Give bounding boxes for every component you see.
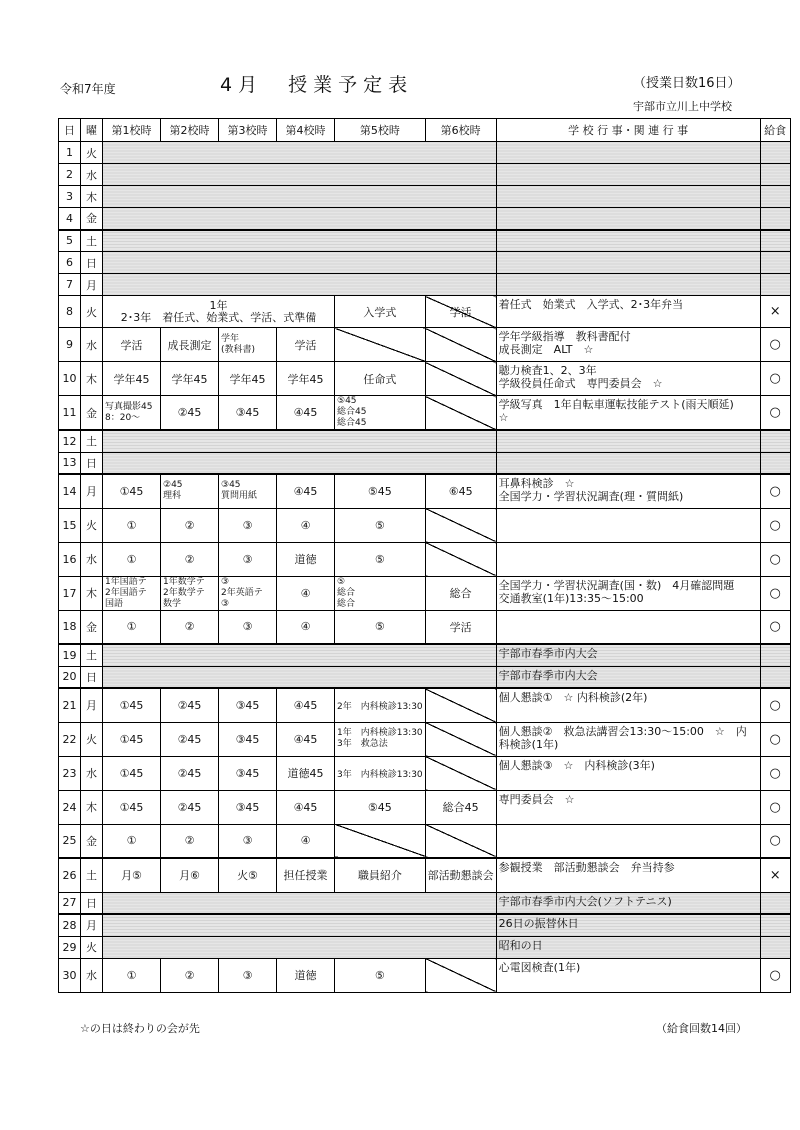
day-row-11	[59, 396, 791, 431]
closed-periods	[103, 186, 497, 208]
weekday: 水	[81, 328, 103, 362]
period-1: ①45	[103, 474, 161, 508]
event-cell: 参観授業 部活動懇談会 弁当持参	[496, 858, 760, 892]
lunch-cell	[760, 186, 790, 208]
day-number: 29	[59, 936, 81, 958]
period-1: ①45	[103, 790, 161, 824]
period-5: 3年 内科検診13:30	[335, 756, 426, 790]
period-1: ①	[103, 958, 161, 992]
closed-periods	[103, 142, 497, 164]
lunch-cell	[760, 252, 790, 274]
day-number: 27	[59, 892, 81, 914]
event-cell	[496, 508, 760, 542]
day-number: 2	[59, 164, 81, 186]
day-row-6	[59, 252, 791, 274]
period-2: ②	[161, 610, 219, 644]
lunch-cell	[760, 230, 790, 252]
day-number: 24	[59, 790, 81, 824]
event-cell: 宇部市春季市内大会	[496, 644, 760, 666]
day-row-22	[59, 722, 791, 756]
day-row-3	[59, 186, 791, 208]
day-number: 1	[59, 142, 81, 164]
event-cell: 心電図検査(1年)	[496, 958, 760, 992]
event-cell: 聴力検査1、2、3年 学級役員任命式 専門委員会 ☆	[496, 362, 760, 396]
period-5: ⑤	[335, 542, 426, 576]
day-number: 20	[59, 666, 81, 688]
lunch-cell: ○	[760, 688, 790, 722]
day-row-24	[59, 790, 791, 824]
period-5: ⑤	[335, 610, 426, 644]
day-number: 9	[59, 328, 81, 362]
day-number: 7	[59, 274, 81, 296]
day-number: 8	[59, 296, 81, 328]
event-cell	[496, 610, 760, 644]
lunch-cell: ○	[760, 396, 790, 431]
period-5: ⑤45 総合45 総合45	[335, 396, 426, 431]
weekday: 木	[81, 186, 103, 208]
period-6: 部活動懇談会	[425, 858, 496, 892]
event-cell	[496, 252, 760, 274]
lunch-cell	[760, 914, 790, 936]
closed-periods	[103, 274, 497, 296]
period-2: 月⑥	[161, 858, 219, 892]
event-cell: 昭和の日	[496, 936, 760, 958]
period-6-empty	[425, 542, 496, 576]
day-number: 5	[59, 230, 81, 252]
period-3: ③45	[219, 688, 277, 722]
day-number: 28	[59, 914, 81, 936]
period-6-empty	[425, 328, 496, 362]
closed-periods	[103, 430, 497, 452]
closed-periods	[103, 252, 497, 274]
period-3: ③45 質問用紙	[219, 474, 277, 508]
day-row-12	[59, 430, 791, 452]
weekday: 木	[81, 362, 103, 396]
period-6: 学活	[425, 610, 496, 644]
closed-periods	[103, 644, 497, 666]
period-2: ②45	[161, 756, 219, 790]
event-cell: 着任式 始業式 入学式、2･3年弁当	[496, 296, 760, 328]
period-6-empty	[425, 824, 496, 858]
closed-periods	[103, 914, 497, 936]
day-number: 10	[59, 362, 81, 396]
period-3: ③	[219, 958, 277, 992]
period-4: ④45	[277, 688, 335, 722]
day-row-30	[59, 958, 791, 992]
lunch-cell: ○	[760, 508, 790, 542]
period-4: 担任授業	[277, 858, 335, 892]
day-number: 26	[59, 858, 81, 892]
period-1: 写真撮影45 8：20～	[103, 396, 161, 431]
period-2: ②	[161, 958, 219, 992]
day-row-26	[59, 858, 791, 892]
col-period-5: 第5校時	[335, 119, 426, 142]
day-row-7	[59, 274, 791, 296]
period-1: 学活	[103, 328, 161, 362]
day-number: 3	[59, 186, 81, 208]
period-2: 学年45	[161, 362, 219, 396]
event-cell: 26日の振替休日	[496, 914, 760, 936]
lunch-cell: ○	[760, 722, 790, 756]
lunch-cell: ○	[760, 756, 790, 790]
schedule-table	[58, 118, 791, 993]
period-3: ③	[219, 610, 277, 644]
day-number: 6	[59, 252, 81, 274]
lunch-cell: ○	[760, 542, 790, 576]
lunch-cell: ○	[760, 474, 790, 508]
day-row-21	[59, 688, 791, 722]
period-5: ⑤ 総合 総合	[335, 576, 426, 610]
period-4: ④45	[277, 790, 335, 824]
day-row-27	[59, 892, 791, 914]
day-row-2	[59, 164, 791, 186]
period-3: ③	[219, 824, 277, 858]
school-name: 宇部市立川上中学校	[633, 100, 732, 113]
period-1: ①45	[103, 688, 161, 722]
day-number: 17	[59, 576, 81, 610]
event-cell	[496, 142, 760, 164]
lunch-cell	[760, 936, 790, 958]
day-number: 19	[59, 644, 81, 666]
day-row-1	[59, 142, 791, 164]
period-1: ①	[103, 824, 161, 858]
period-4: 道徳	[277, 958, 335, 992]
period-4: ④45	[277, 722, 335, 756]
lunch-cell: ×	[760, 858, 790, 892]
period-4: ④45	[277, 396, 335, 431]
period-3: 火⑤	[219, 858, 277, 892]
period-6: ⑥45	[425, 474, 496, 508]
event-cell: 学年学級指導 教科書配付 成長測定 ALT ☆	[496, 328, 760, 362]
period-6: 総合	[425, 576, 496, 610]
weekday: 水	[81, 542, 103, 576]
event-cell: 耳鼻科検診 ☆ 全国学力・学習状況調査(理・質問紙)	[496, 474, 760, 508]
period-3: ③	[219, 542, 277, 576]
period-2: ②45	[161, 790, 219, 824]
weekday: 月	[81, 688, 103, 722]
period-2: ②	[161, 824, 219, 858]
event-cell: 個人懇談① ☆ 内科検診(2年)	[496, 688, 760, 722]
period-4: ④	[277, 508, 335, 542]
period-5: 2年 内科検診13:30	[335, 688, 426, 722]
day-number: 18	[59, 610, 81, 644]
weekday: 水	[81, 958, 103, 992]
period-3: ③45	[219, 722, 277, 756]
col-lunch: 給食	[760, 119, 790, 142]
period-5: 職員紹介	[335, 858, 426, 892]
class-days: （授業日数16日）	[633, 76, 741, 91]
day-row-8	[59, 296, 791, 328]
period-6: 総合45	[425, 790, 496, 824]
period-6-empty	[425, 688, 496, 722]
weekday: 日	[81, 892, 103, 914]
event-cell	[496, 164, 760, 186]
period-1: ①	[103, 542, 161, 576]
col-period-2: 第2校時	[161, 119, 219, 142]
day-number: 12	[59, 430, 81, 452]
lunch-cell: ○	[760, 362, 790, 396]
header-row	[59, 119, 791, 142]
day-row-19	[59, 644, 791, 666]
day-row-4	[59, 208, 791, 230]
day-row-16	[59, 542, 791, 576]
event-cell: 学級写真 1年自転車運転技能テスト(雨天順延) ☆	[496, 396, 760, 431]
day-number: 14	[59, 474, 81, 508]
period-2: ②45	[161, 396, 219, 431]
period-1: ①	[103, 610, 161, 644]
weekday: 木	[81, 576, 103, 610]
period-5-empty	[335, 824, 426, 858]
closed-periods	[103, 452, 497, 474]
day-number: 4	[59, 208, 81, 230]
period-3: ③	[219, 508, 277, 542]
weekday: 土	[81, 858, 103, 892]
period-4: ④	[277, 610, 335, 644]
weekday: 土	[81, 644, 103, 666]
period-2: ②	[161, 508, 219, 542]
period-6-empty	[425, 958, 496, 992]
lunch-cell	[760, 452, 790, 474]
weekday: 火	[81, 142, 103, 164]
lunch-cell: ○	[760, 328, 790, 362]
period-5: 入学式	[335, 296, 426, 328]
lunch-cell: ○	[760, 824, 790, 858]
event-cell: 専門委員会 ☆	[496, 790, 760, 824]
period-5-empty	[335, 328, 426, 362]
day-row-28	[59, 914, 791, 936]
day-row-23	[59, 756, 791, 790]
day-row-25	[59, 824, 791, 858]
period-5: ⑤45	[335, 474, 426, 508]
event-cell	[496, 452, 760, 474]
day-number: 25	[59, 824, 81, 858]
period-3: 学年45	[219, 362, 277, 396]
period-3: ③45	[219, 756, 277, 790]
day-number: 21	[59, 688, 81, 722]
day-row-15	[59, 508, 791, 542]
closed-periods	[103, 164, 497, 186]
period-4: 学年45	[277, 362, 335, 396]
period-1: 1年国語テ 2年国語テ 国語	[103, 576, 161, 610]
day-number: 30	[59, 958, 81, 992]
lunch-cell: ○	[760, 576, 790, 610]
closed-periods	[103, 666, 497, 688]
period-3: ③ 2年英語テ ③	[219, 576, 277, 610]
period-3: ③45	[219, 396, 277, 431]
period-3: 学年 (教科書)	[219, 328, 277, 362]
period-6-empty	[425, 396, 496, 431]
lunch-cell: ○	[760, 790, 790, 824]
weekday: 日	[81, 252, 103, 274]
lunch-cell	[760, 274, 790, 296]
period-5: ⑤45	[335, 790, 426, 824]
lunch-cell	[760, 142, 790, 164]
lunch-cell	[760, 164, 790, 186]
period-5: ⑤	[335, 508, 426, 542]
closed-periods	[103, 936, 497, 958]
weekday: 火	[81, 296, 103, 328]
day-number: 16	[59, 542, 81, 576]
period-5: 1年 内科検診13:30 3年 救急法	[335, 722, 426, 756]
period-6-empty	[425, 508, 496, 542]
day-row-17	[59, 576, 791, 610]
period-1: 月⑤	[103, 858, 161, 892]
day-number: 11	[59, 396, 81, 431]
weekday: 金	[81, 824, 103, 858]
event-cell	[496, 274, 760, 296]
lunch-cell	[760, 208, 790, 230]
event-cell	[496, 430, 760, 452]
period-6-empty	[425, 362, 496, 396]
lunch-cell	[760, 666, 790, 688]
period-2: ②45	[161, 688, 219, 722]
period-4: ④45	[277, 474, 335, 508]
day-number: 22	[59, 722, 81, 756]
weekday: 火	[81, 508, 103, 542]
period-6-empty	[425, 722, 496, 756]
period-1: 学年45	[103, 362, 161, 396]
col-events: 学 校 行 事・関 連 行 事	[496, 119, 760, 142]
period-1: ①45	[103, 756, 161, 790]
period-6-empty	[425, 756, 496, 790]
day-row-9	[59, 328, 791, 362]
event-cell: 全国学力・学習状況調査(国・数) 4月確認問題 交通教室(1年)13:35～15:00	[496, 576, 760, 610]
period-1: ①45	[103, 722, 161, 756]
day-row-20	[59, 666, 791, 688]
weekday: 月	[81, 274, 103, 296]
event-cell	[496, 230, 760, 252]
event-cell	[496, 824, 760, 858]
weekday: 水	[81, 164, 103, 186]
day-row-13	[59, 452, 791, 474]
merged-periods-1-4: 1年 2･3年 着任式、始業式、学活、式準備	[103, 296, 335, 328]
closed-periods	[103, 208, 497, 230]
fiscal-year: 令和7年度	[60, 82, 116, 96]
period-4: ④	[277, 824, 335, 858]
period-3: ③45	[219, 790, 277, 824]
weekday: 金	[81, 208, 103, 230]
day-row-18	[59, 610, 791, 644]
event-cell: 宇部市春季市内大会	[496, 666, 760, 688]
day-number: 13	[59, 452, 81, 474]
period-5: 任命式	[335, 362, 426, 396]
weekday: 月	[81, 474, 103, 508]
period-1: ①	[103, 508, 161, 542]
weekday: 月	[81, 914, 103, 936]
lunch-cell	[760, 430, 790, 452]
lunch-cell: ○	[760, 958, 790, 992]
weekday: 土	[81, 430, 103, 452]
event-cell	[496, 542, 760, 576]
col-period-3: 第3校時	[219, 119, 277, 142]
col-day: 日	[59, 119, 81, 142]
col-period-6: 第6校時	[425, 119, 496, 142]
weekday: 金	[81, 610, 103, 644]
weekday: 土	[81, 230, 103, 252]
period-2: ②45 理科	[161, 474, 219, 508]
weekday: 日	[81, 452, 103, 474]
day-row-14	[59, 474, 791, 508]
weekday: 火	[81, 722, 103, 756]
period-4: 道徳	[277, 542, 335, 576]
period-2: ②45	[161, 722, 219, 756]
lunch-cell	[760, 644, 790, 666]
event-cell: 個人懇談② 救急法講習会13:30～15:00 ☆ 内科検診(1年)	[496, 722, 760, 756]
weekday: 水	[81, 756, 103, 790]
col-period-1: 第1校時	[103, 119, 161, 142]
weekday: 火	[81, 936, 103, 958]
period-2: ②	[161, 542, 219, 576]
event-cell	[496, 186, 760, 208]
col-weekday: 曜	[81, 119, 103, 142]
day-row-29	[59, 936, 791, 958]
day-row-10	[59, 362, 791, 396]
period-2: 成長測定	[161, 328, 219, 362]
period-4: 道徳45	[277, 756, 335, 790]
weekday: 日	[81, 666, 103, 688]
col-period-4: 第4校時	[277, 119, 335, 142]
day-row-5	[59, 230, 791, 252]
period-4: 学活	[277, 328, 335, 362]
weekday: 木	[81, 790, 103, 824]
closed-periods	[103, 892, 497, 914]
period-6: 学活	[425, 296, 496, 328]
footer-note: ☆の日は終わりの会が先	[80, 1022, 200, 1035]
day-number: 15	[59, 508, 81, 542]
lunch-cell: ×	[760, 296, 790, 328]
day-number: 23	[59, 756, 81, 790]
event-cell	[496, 208, 760, 230]
lunch-cell	[760, 892, 790, 914]
weekday: 金	[81, 396, 103, 431]
page-title: 4月 授業予定表	[220, 74, 414, 96]
period-5: ⑤	[335, 958, 426, 992]
event-cell: 宇部市春季市内大会(ソフトテニス)	[496, 892, 760, 914]
event-cell: 個人懇談③ ☆ 内科検診(3年)	[496, 756, 760, 790]
footer-lunch-count: （給食回数14回）	[656, 1022, 747, 1035]
period-4: ④	[277, 576, 335, 610]
lunch-cell: ○	[760, 610, 790, 644]
period-2: 1年数学テ 2年数学テ 数学	[161, 576, 219, 610]
closed-periods	[103, 230, 497, 252]
